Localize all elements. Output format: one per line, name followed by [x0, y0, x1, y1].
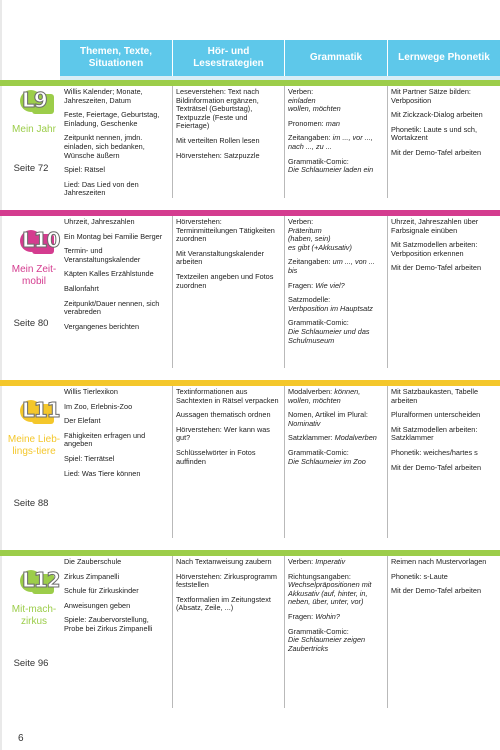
list-item: Mit verteilten Rollen lesen [176, 135, 260, 145]
list-item: Spiel: Rätsel [64, 165, 105, 175]
grammar-term: Verben: [288, 557, 316, 566]
list-item: Der Elefant [64, 416, 101, 426]
unit-badge [20, 88, 58, 118]
grammar-line [288, 328, 384, 345]
cell-grammatik [288, 388, 384, 466]
list-item: Zeitpunkt/Dauer nennen, sich verabreden [64, 298, 160, 317]
header-themen: Themen, Texte, Situationen [60, 40, 172, 76]
grammar-line [288, 134, 384, 151]
unit-color-bar [0, 380, 500, 386]
grammar-term: Fragen: [288, 280, 316, 290]
unit-title: Mein Jahr [12, 124, 56, 135]
list-item: Uhrzeit, Jahreszahlen [64, 217, 135, 226]
grammar-example: Wechselpräpositionen mit Akkusativ (auf, hinter, in, neben, über, unter, vor) [288, 580, 372, 607]
unit-color-bar [0, 80, 500, 86]
grammar-example: im ..., vor ..., nach ..., zu ... [288, 133, 373, 151]
grammar-line [288, 558, 384, 567]
unit-page-ref: Seite 80 [13, 318, 49, 329]
column-divider [284, 386, 285, 538]
list-item: Im Zoo, Erlebnis-Zoo [64, 401, 133, 411]
cell-strategien [176, 388, 280, 472]
unit-title: Meine Lieb-lings-tiere [7, 434, 61, 457]
list-item: Mit Veranstaltungskalender arbeiten [176, 248, 265, 267]
list-item: Lied: Was Tiere können [64, 468, 141, 478]
list-item: Pluralformen unterscheiden [391, 410, 481, 420]
list-item: Phonetik: s-Laute [391, 571, 448, 581]
cell-phonetik [391, 558, 497, 602]
list-item: Leseverstehen: Text nach Bildinformation ergänzen, Texträtsel (Geburtstag), Textpuzzle (Feste und Feiertage) [176, 87, 260, 131]
grammar-example: (haben, sein) [288, 234, 331, 244]
grammar-example: Nominativ [288, 418, 321, 428]
badge-label: L12 [22, 568, 60, 592]
grammar-example: Präteritum [288, 225, 322, 235]
list-item: Lied: Das Lied von den Jahreszeiten [64, 179, 139, 198]
unit-color-bar [0, 550, 500, 556]
list-item: Phonetik: weiches/hartes s [391, 447, 478, 457]
unit-badge [20, 568, 58, 598]
list-item: Willis Kalender; Monate, Jahreszeiten, Datum [64, 87, 143, 105]
cell-grammatik [288, 558, 384, 653]
grammar-term: Richtungsangaben: [288, 571, 351, 581]
grammar-line [288, 636, 384, 653]
list-item: Anweisungen geben [64, 600, 131, 610]
column-divider [284, 556, 285, 708]
grammar-line [288, 166, 384, 175]
header-strategien: Hör- und Lesestrategien [173, 40, 284, 76]
grammar-example: Wie viel? [315, 280, 345, 290]
grammar-line [288, 581, 384, 607]
list-item: Hörverstehen: Terminmitteilungen Tätigkeiten zuordnen [176, 217, 275, 244]
grammar-example: Verbposition im Hauptsatz [288, 303, 373, 313]
cell-themen [64, 558, 168, 640]
list-item: Vergangenes berichten [64, 321, 140, 331]
column-divider [387, 386, 388, 538]
grammar-example: können, wollen, möchten [288, 387, 361, 405]
unit-page-ref: Seite 96 [13, 658, 49, 669]
grammar-line [288, 411, 384, 428]
list-item: Feste, Feiertage, Geburtstag, Einladung, Geschenke [64, 110, 160, 128]
list-item: Käpten Kalles Erzählstunde [64, 269, 154, 279]
unit-title: Mein Zeit-mobil [11, 264, 57, 287]
grammar-example: Die Schlaumeier zeigen Zaubertricks [288, 635, 366, 653]
list-item: Mit der Demo-Tafel arbeiten [391, 263, 482, 273]
grammar-term: Fragen: [288, 611, 316, 621]
column-divider [284, 86, 285, 198]
cell-strategien [176, 558, 280, 619]
grammar-example: Modalverben [334, 433, 377, 443]
grammar-term: Verben: [288, 217, 314, 226]
grammar-term: Satzklammer: [288, 433, 335, 443]
grammar-line [288, 258, 384, 275]
cell-grammatik [288, 218, 384, 345]
page-number: 6 [18, 733, 24, 744]
list-item: Mit der Demo-Tafel arbeiten [391, 147, 482, 157]
grammar-example: Imperativ [315, 557, 346, 566]
grammar-line [288, 282, 384, 291]
list-item: Spiele: Zaubervorstellung, Probe bei Zirkus Zimpanelli [64, 615, 153, 633]
list-item: Nach Textanweisung zaubern [176, 557, 272, 566]
unit-badge [20, 228, 58, 258]
grammar-term: Satzmodelle: [288, 295, 331, 305]
grammar-term: Pronomen: [288, 118, 326, 128]
list-item: Uhrzeit, Jahreszahlen über Farbsignale einüben [391, 217, 479, 235]
grammar-term: Grammatik-Comic: [288, 318, 349, 328]
list-item: Die Zauberschule [64, 557, 122, 566]
cell-themen [64, 88, 168, 204]
list-item: Textinformationen aus Sachtexten in Rätsel verpacken [176, 387, 279, 405]
grammar-line [288, 613, 384, 622]
column-divider [387, 556, 388, 708]
unit-color-bar [0, 210, 500, 216]
cell-strategien [176, 88, 280, 166]
badge-label: L9 [22, 88, 47, 112]
grammar-line [288, 458, 384, 467]
grammar-term: Grammatik-Comic: [288, 447, 349, 457]
list-item: Hörverstehen: Satzpuzzle [176, 150, 260, 160]
unit-title: Mit-mach-zirkus [11, 604, 57, 627]
list-item: Spiel: Tierrätsel [64, 453, 115, 463]
grammar-term: Verben: [288, 87, 314, 96]
list-item: Aussagen thematisch ordnen [176, 410, 271, 420]
grammar-example: einladen [288, 95, 316, 105]
cell-phonetik [391, 218, 497, 279]
badge-label: L10 [22, 228, 60, 252]
grammar-term: Nomen, Artikel im Plural: [288, 410, 368, 420]
list-item: Mit Zickzack-Dialog arbeiten [391, 110, 483, 120]
header-grammatik: Grammatik [285, 40, 387, 76]
column-divider [172, 86, 173, 198]
grammar-example: um ..., von ... bis [288, 257, 375, 275]
list-item: Mit Satzmodellen arbeiten: Satzklammer [391, 424, 478, 443]
list-item: Termin- und Veranstaltungskalender [64, 246, 141, 264]
list-item: Textformalien im Zeitungstext (Absatz, Zeile, ...) [176, 594, 271, 613]
column-divider [172, 386, 173, 538]
list-item: Mit der Demo-Tafel arbeiten [391, 586, 482, 596]
grammar-line [288, 388, 384, 405]
unit-page-ref: Seite 72 [13, 163, 49, 174]
grammar-example: Die Schlaumeier und das Schulmuseum [288, 326, 370, 345]
column-divider [172, 556, 173, 708]
grammar-example: man [325, 118, 340, 128]
unit-badge [20, 398, 58, 428]
grammar-term: Modalverben: [288, 387, 335, 396]
grammar-term: Zeitangaben: [288, 133, 333, 143]
grammar-term: Grammatik-Comic: [288, 626, 349, 636]
list-item: Schule für Zirkuskinder [64, 586, 139, 596]
list-item: Ein Montag bei Familie Berger [64, 231, 163, 241]
column-divider [387, 216, 388, 368]
cell-phonetik [391, 88, 497, 164]
grammar-line [288, 105, 384, 114]
header-phonetik: Lernwege Phonetik [388, 40, 500, 76]
grammar-example: Wohin? [315, 611, 340, 621]
grammar-example: Die Schlaumeier im Zoo [288, 456, 366, 466]
list-item: Mit Satzmodellen arbeiten: Verbposition erkennen [391, 240, 478, 258]
grammar-example: es gibt (+Akkusativ) [288, 242, 352, 252]
list-item: Hörverstehen: Zirkusprogramm feststellen [176, 571, 277, 590]
grammar-term: Grammatik-Comic: [288, 156, 349, 166]
list-item: Hörverstehen: Wer kann was gut? [176, 424, 270, 443]
list-item: Mit Partner Sätze bilden: Verbposition [391, 87, 471, 105]
grammar-line [288, 434, 384, 443]
grammar-line [288, 244, 384, 253]
column-divider [284, 216, 285, 368]
cell-themen [64, 218, 168, 337]
grammar-example: wollen, möchten [288, 104, 341, 114]
list-item: Phonetik: Laute s und sch, Wortakzent [391, 124, 477, 143]
cell-themen [64, 388, 168, 484]
cell-grammatik [288, 88, 384, 175]
grammar-term: Zeitangaben: [288, 257, 333, 267]
list-item: Schlüsselwörter in Fotos auffinden [176, 447, 256, 466]
grammar-line [288, 120, 384, 129]
page-edge [0, 0, 2, 750]
grammar-example: Die Schlaumeier laden ein [288, 165, 374, 175]
column-divider [387, 86, 388, 198]
list-item: Ballonfahrt [64, 283, 99, 293]
unit-page-ref: Seite 88 [13, 498, 49, 509]
badge-label: L11 [22, 398, 60, 422]
grammar-line [288, 305, 384, 314]
list-item: Willis Tierlexikon [64, 387, 118, 396]
cell-phonetik [391, 388, 497, 478]
list-item: Mit Satzbaukasten, Tabelle arbeiten [391, 387, 479, 405]
list-item: Mit der Demo-Tafel arbeiten [391, 462, 482, 472]
list-item: Textzeilen angeben und Fotos zuordnen [176, 271, 274, 290]
column-divider [172, 216, 173, 368]
list-item: Fähigkeiten erfragen und angeben [64, 430, 146, 449]
list-item: Zeitpunkt nennen, jmdn. einladen, sich bedanken, Wünsche äußern [64, 133, 145, 160]
cell-strategien [176, 218, 280, 296]
list-item: Zirkus Zimpanelli [64, 571, 120, 581]
list-item: Reimen nach Mustervorlagen [391, 557, 487, 566]
